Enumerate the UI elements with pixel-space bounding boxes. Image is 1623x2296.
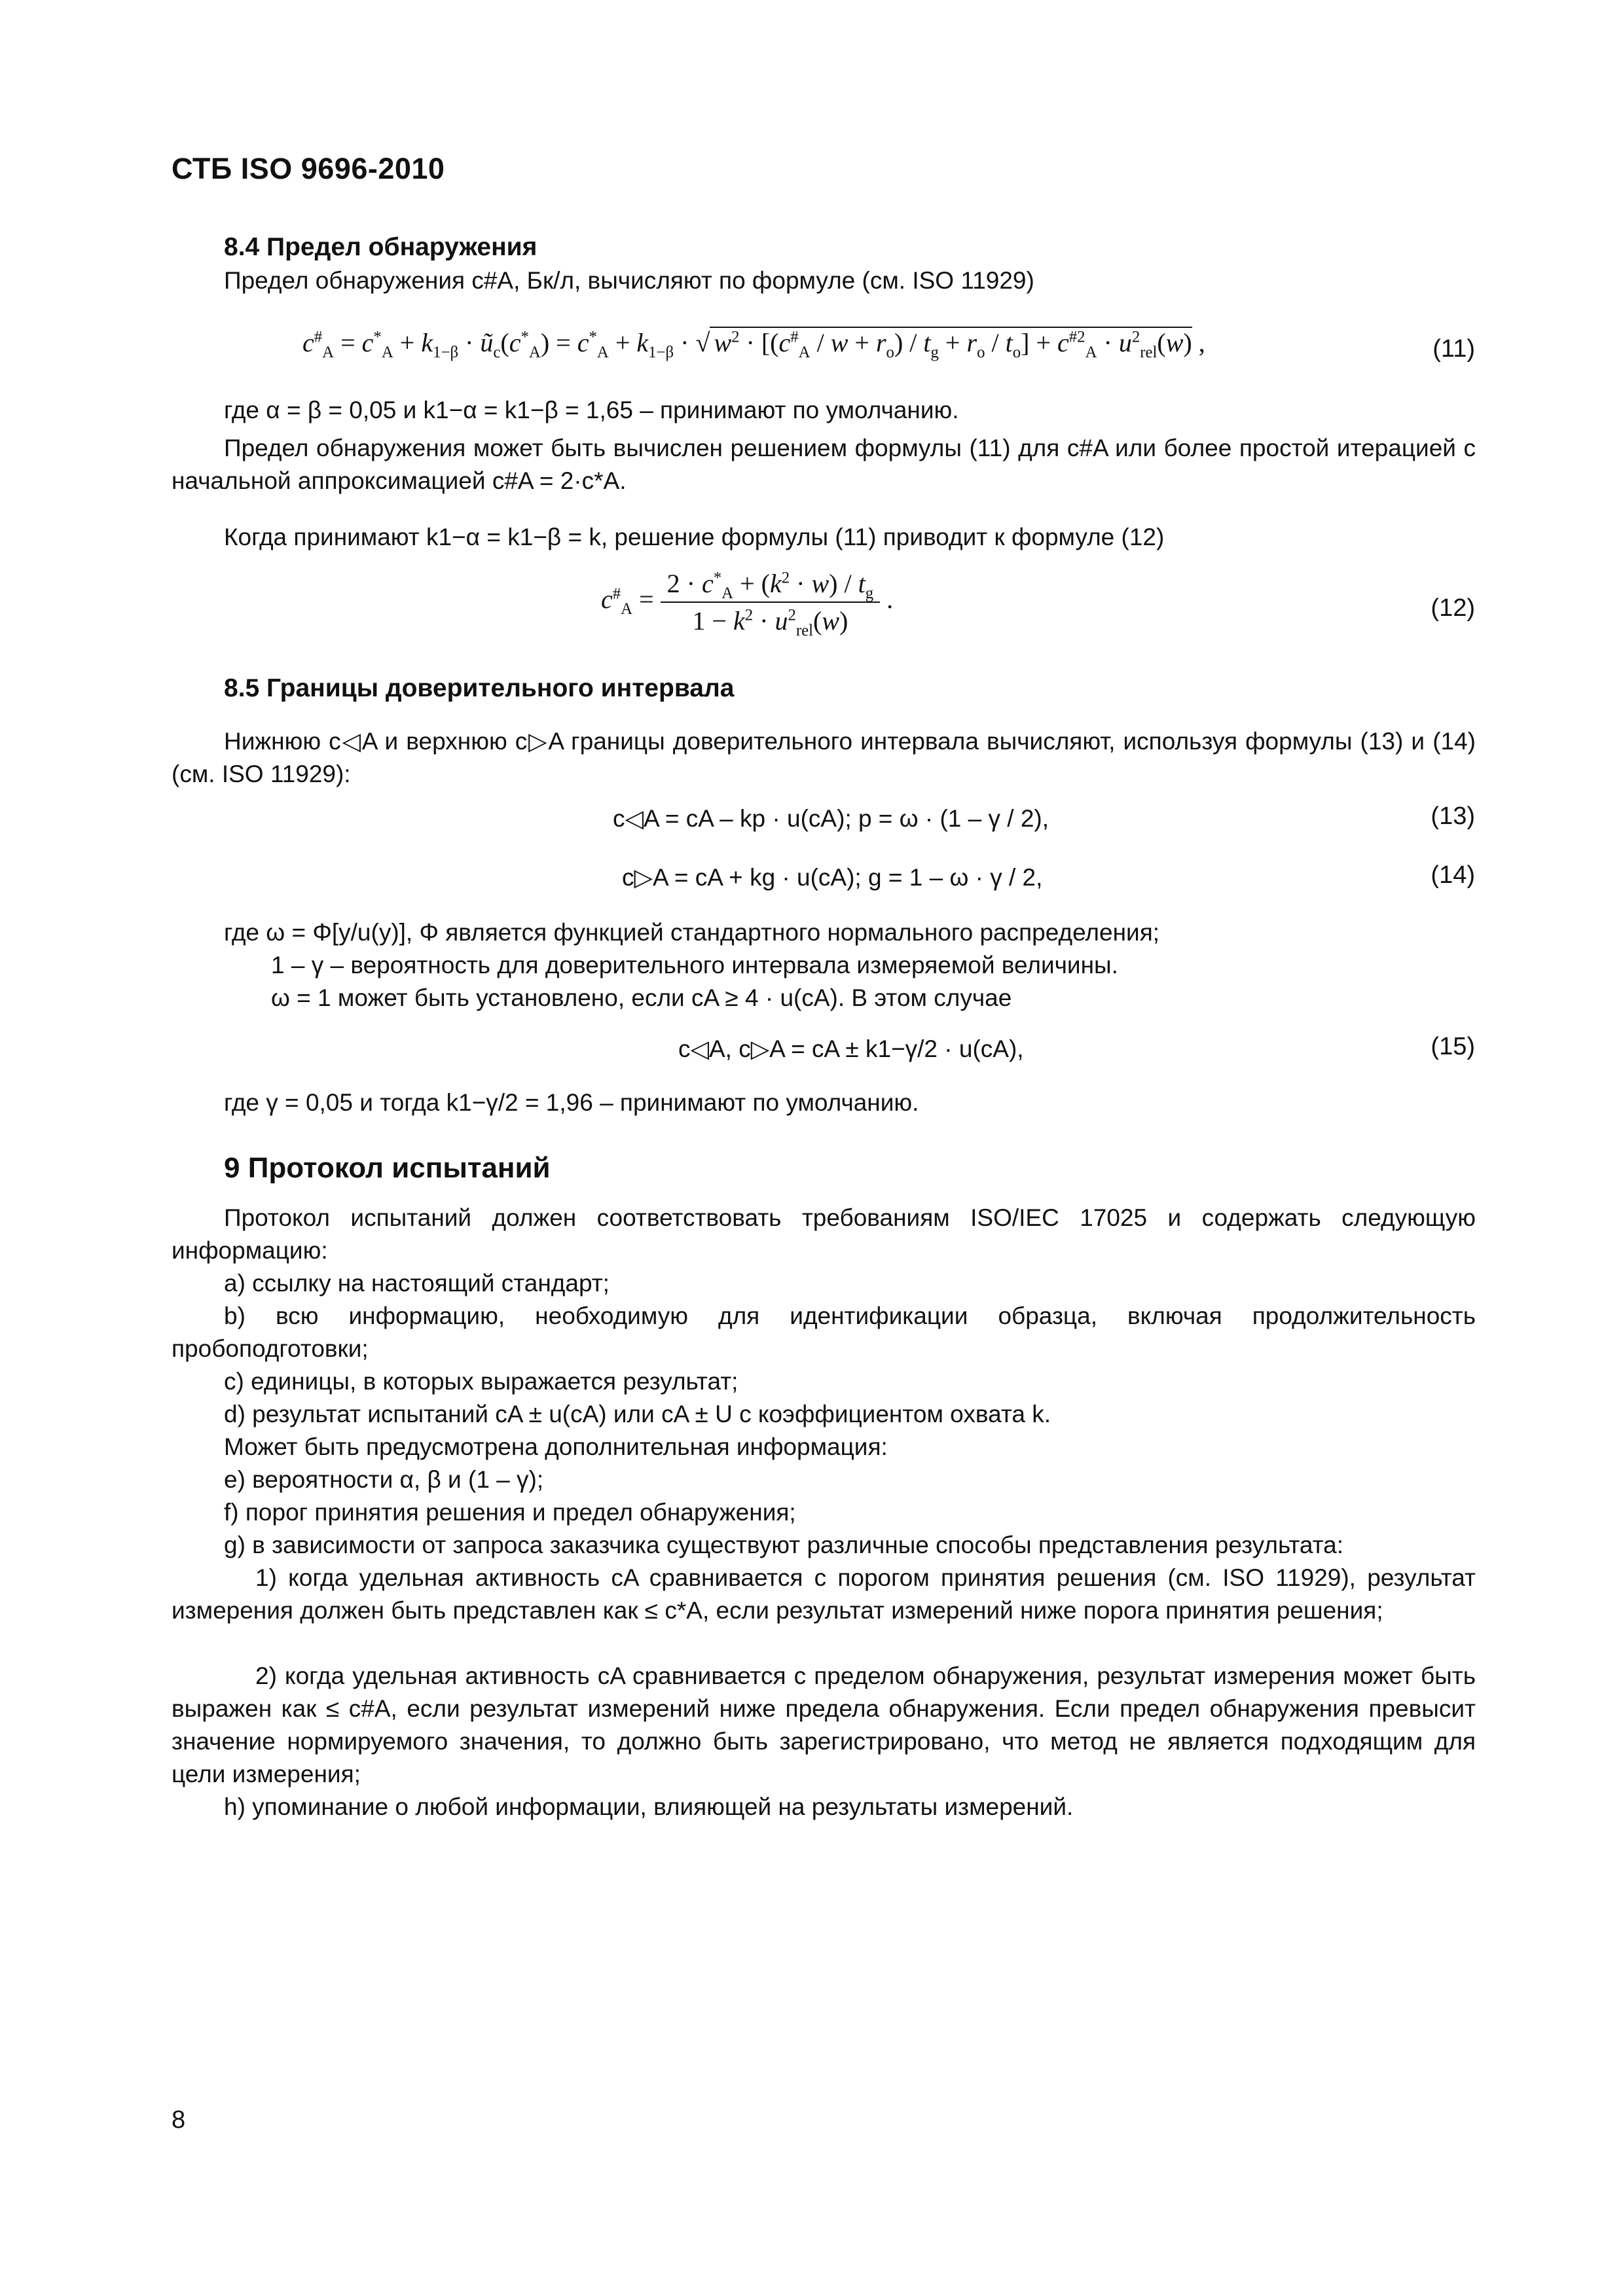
equation-13: c◁A = cA – kp · u(cA); p = ω · (1 – γ / 2), [613, 805, 1049, 832]
equation-11-number: (11) [1432, 335, 1475, 363]
equation-13-number: (13) [1431, 802, 1475, 830]
section-9-paragraph-1: Протокол испытаний должен соответствовать требованиям ISO/IEC 17025 и содержать следующую информацию: [172, 1204, 1476, 1264]
equation-14: c▷A = cA + kg · u(cA); g = 1 – ω · γ / 2, [622, 864, 1043, 891]
list-item-e: е) вероятности α, β и (1 – γ); [224, 1466, 544, 1493]
section-8-5-where-4: где γ = 0,05 и тогда k1−γ/2 = 1,96 – принимают по умолчанию. [224, 1089, 919, 1116]
section-8-5-where-2: 1 – γ – вероятность для доверительного интервала измеряемой величины. [271, 952, 1118, 978]
section-8-4-title: 8.4 Предел обнаружения [224, 233, 538, 261]
document-code-header: СТБ ISO 9696-2010 [172, 152, 445, 185]
equation-12-number: (12) [1431, 594, 1475, 622]
section-8-5-paragraph-1: Нижнюю c◁A и верхнюю c▷A границы доверительного интервала вычисляют, используя формулы (13) и (14) (см. ISO 11929): [172, 728, 1476, 787]
list-item-c: с) единицы, в которых выражается результат; [224, 1368, 739, 1395]
page-number: 8 [172, 2106, 186, 2134]
list-item-b: b) всю информацию, необходимую для идентификации образца, включая продолжительность пробоподготовки; [172, 1302, 1476, 1362]
section-8-5-where-3: ω = 1 может быть установлено, если cA ≥ 4 · u(cA). В этом случае [271, 984, 1012, 1011]
section-8-4-intro: Предел обнаружения c#A, Бк/л, вычисляют по формуле (см. ISO 11929) [224, 267, 1034, 294]
list-item-g: g) в зависимости от запроса заказчика существуют различные способы представления результата: [224, 1532, 1344, 1558]
additional-info-line: Может быть предусмотрена дополнительная информация: [224, 1433, 888, 1460]
equation-15: c◁A, c▷A = cA ± k1−γ/2 · u(cA), [678, 1035, 1024, 1062]
section-8-5-title: 8.5 Границы доверительного интервала [224, 674, 735, 702]
equation-15-number: (15) [1431, 1033, 1475, 1060]
list-item-a: а) ссылку на настоящий стандарт; [224, 1270, 610, 1297]
list-item-g-2: 2) когда удельная активность cA сравнивается с пределом обнаружения, результат измерения может быть выражен как ≤ c#A, если результат измерений ниже предела обнаружения. Если предел обнаружения превысит значение нормируемого значения, то должно быть зарегистрировано, что метод не является подходящим для цели измерения; [172, 1662, 1476, 1787]
section-9-title: 9 Протокол испытаний [224, 1152, 551, 1184]
list-item-f: f) порог принятия решения и предел обнаружения; [224, 1499, 796, 1526]
section-8-4-where: где α = β = 0,05 и k1−α = k1−β = 1,65 – принимают по умолчанию. [224, 397, 959, 423]
equation-12: $c^{\#}_A$ = $\frac{2 \cdot c^*_A + (k^2 \cdot w) / t_g}{1 - k^2 \cdot u^2_{rel}(w)}$ . [601, 569, 894, 639]
list-item-h: h) упоминание о любой информации, влияющей на результаты измерений. [224, 1793, 1074, 1820]
equation-11: $c^{\#}_A = c^*_A + k_{1-\beta}$ · $ũ_c(c^*_A) = c^*_A + k_{1-\beta}$ · √ $w^2 \cdot [(c^{\#}_A / w + r_o) / t_g + r_o / t_o] + c^{\#2}_A \cdot u^2_{rel}(w)$ , [302, 328, 1205, 361]
section-8-4-paragraph-3: Когда принимают k1−α = k1−β = k, решение формулы (11) приводит к формуле (12) [224, 524, 1165, 550]
equation-14-number: (14) [1431, 861, 1475, 889]
list-item-d: d) результат испытаний cA ± u(cA) или cA ± U с коэффициентом охвата k. [224, 1401, 1051, 1427]
section-8-4-paragraph-2: Предел обнаружения может быть вычислен решением формулы (11) для c#A или более простой итерацией с начальной аппроксимацией c#A = 2·c*A. [172, 435, 1476, 494]
section-8-5-where-1: где ω = Φ[y/u(y)], Φ является функцией стандартного нормального распределения; [224, 919, 1160, 946]
list-item-g-1: 1) когда удельная активность cA сравнивается с порогом принятия решения (см. ISO 11929), результат измерения должен быть представлен как ≤ c*A, если результат измерений ниже порога принятия решения; [172, 1564, 1476, 1624]
